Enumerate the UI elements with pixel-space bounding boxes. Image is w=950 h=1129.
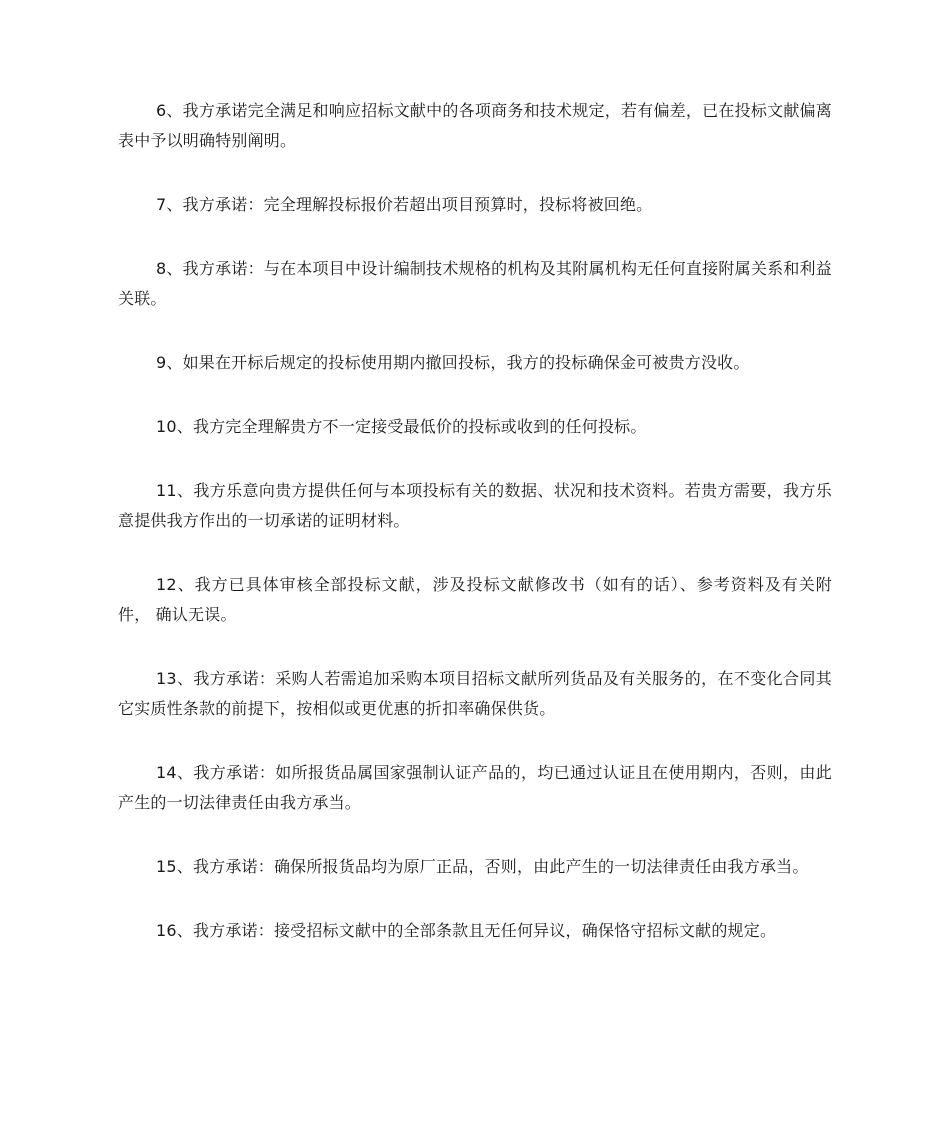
paragraph-10: 10、我方完全理解贵方不一定接受最低价的投标或收到的任何投标。 (156, 417, 647, 436)
paragraph-6: 6、我方承诺完全满足和响应招标文献中的各项商务和技术规定，若有偏差，已在投标文献偏离表中予以明确特别阐明。 (118, 101, 832, 150)
paragraph-16: 16、我方承诺：接受招标文献中的全部条款且无任何异议，确保恪守招标文献的规定。 (156, 921, 777, 940)
paragraph-8: 8、我方承诺：与在本项目中设计编制技术规格的机构及其附属机构无任何直接附属关系和利益关联。 (118, 259, 832, 308)
paragraph-14: 14、我方承诺：如所报货品属国家强制认证产品的，均已通过认证且在使用期内，否则，由此产生的一切法律责任由我方承当。 (118, 763, 832, 812)
document-body (118, 96, 832, 980)
paragraph-15: 15、我方承诺：确保所报货品均为原厂正品，否则，由此产生的一切法律责任由我方承当。 (156, 857, 809, 876)
paragraph-9: 9、如果在开标后规定的投标使用期内撤回投标，我方的投标确保金可被贵方没收。 (156, 353, 750, 372)
paragraph-7: 7、我方承诺：完全理解投标报价若超出项目预算时，投标将被回绝。 (156, 195, 653, 214)
paragraph-11: 11、我方乐意向贵方提供任何与本项投标有关的数据、状况和技术资料。若贵方需要，我方乐意提供我方作出的一切承诺的证明材料。 (118, 481, 832, 530)
paragraph-13: 13、我方承诺：采购人若需追加采购本项目招标文献所列货品及有关服务的，在不变化合同其它实质性条款的前提下，按相似或更优惠的折扣率确保供货。 (118, 669, 832, 718)
paragraph-12: 12、我方已具体审核全部投标文献，涉及投标文献修改书（如有的话）、参考资料及有关附件， 确认无误。 (118, 575, 832, 624)
